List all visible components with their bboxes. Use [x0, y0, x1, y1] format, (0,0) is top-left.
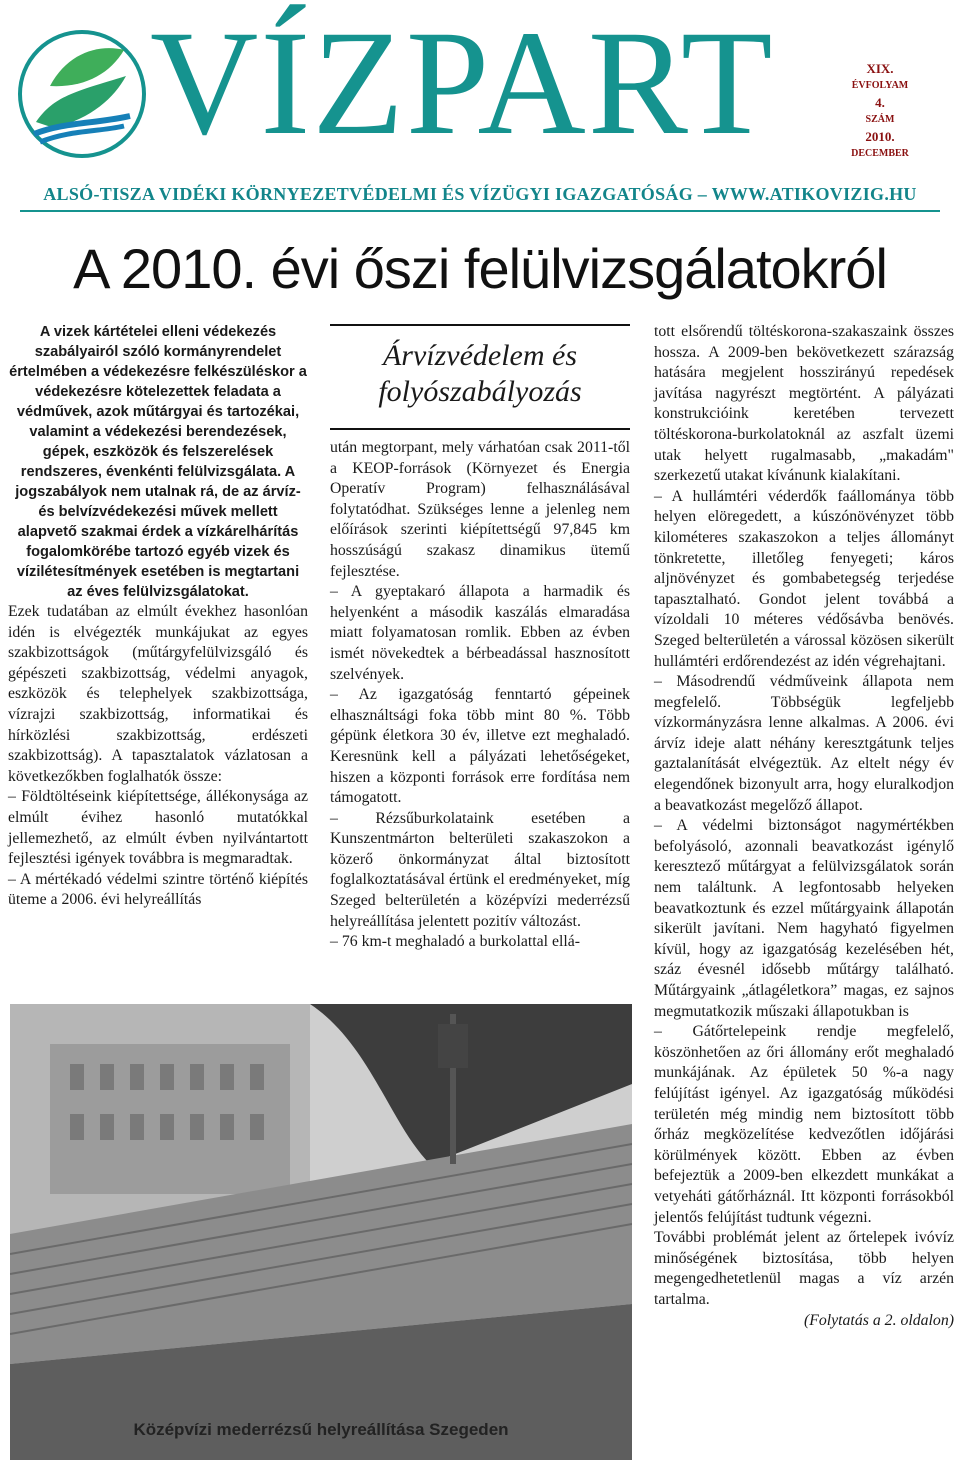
atikovizig-logo: [14, 26, 150, 162]
col3-paragraph: tott elsőrendű töltéskorona-szakaszaink összes hossza. A 2009-ben bekövetkezett szárazság hatására megjelent hosszirányú repedések javítása nagyrészt megtörtént. A pályázati konstrukcióink keretében tervezett töltéskorona-burkolatoknál az aszfalt üzemi utak helyett rugalmasabb, „makadám" szerkezetű utakat kívánunk kialakítani.: [654, 323, 954, 485]
volume: XIX.: [866, 61, 894, 76]
brand-title: VÍZPART: [150, 0, 775, 166]
issue-number: 4.: [875, 95, 885, 110]
col2-paragraph: – Rézsűburkolataink esetében a Kunszentmárton belterületi szakaszokon a közerő önkormányzat által biztosított foglalkoztatásával értünk el eredményeket, míg Szeged belterületén a középvízi mederrézsű helyreállítása jelentett pozitív változást.: [330, 809, 630, 930]
column-3: [654, 322, 954, 1331]
col2-paragraph: – Az igazgatóság fenntartó gépeinek elhasználtsági foka több mint 80 %. Több gépünk életkora 30 év, illetve ezt meghaladó. Keresnünk kell a pályázati lehetőségeket, hiszen a központi források erre fordítása nem támogatott.: [330, 686, 630, 807]
section-heading-box: [330, 324, 630, 430]
col3-paragraph: – A hullámtéri véderdők faállománya több helyen elöregedett, a kúszónövényzet több kilométeres szakaszokon a teljes állományt tönkretette, illetőleg fenyegeti; káros aljnövényzet és gombabetegség terjedése tapasztalható. Gondot jelent továbbá a vízoldali 10 méteres védősávba benövés. Szeged belterületén a várossal közösen sikerült hullámtéri erdőrendezést az idén végrehajtani.: [654, 487, 954, 670]
continued-note: (Folytatás a 2. oldalon): [803, 1311, 954, 1329]
issue-info: [832, 60, 928, 162]
col1-body: Ezek tudatában az elmúlt évekhez hasonlóan idén is elvégezték munkájukat az egyes szakbizottságok (műtárgyfelülvizsgáló és gépészeti szakbizottság, védelmi anyagok, eszközök és telephelyek szakbizottsága, vízrajzi szakbizottság, informatikai és hírközlési szakbizottság, erdészeti szakbizottság). A tapasztalatok vázlatosan a következőkben foglalhatók össze:: [8, 603, 308, 785]
photo-caption: Középvízi mederrézsű helyreállítása Szegeden: [133, 1420, 509, 1439]
banner: ALSÓ-TISZA VIDÉKI KÖRNYEZETVÉDELMI ÉS VÍZÜGYI IGAZGATÓSÁG – WWW.ATIKOVIZIG.HU: [43, 184, 917, 204]
col3-paragraph: További problémát jelent az őrtelepek ivóvíz minőségének biztosítása, több helyen megengedhetetlenül magas a víz arzén tartalma.: [654, 1229, 954, 1308]
col2-paragraph: – A gyeptakaró állapota a harmadik és helyenként a második kaszálás elmaradása miatt folyamatosan romlik. Ebben az évben ismét növekedtek a bérbeadással hasznosított szelvények.: [330, 583, 630, 683]
issue-year: 2010.: [865, 129, 895, 144]
article-photo: [10, 1004, 632, 1460]
volume-label: ÉVFOLYAM: [851, 80, 909, 91]
col2-paragraph: után megtorpant, mely várhatóan csak 2011-től a KEOP-források (Környezet és Energia Operatív Program) felhasználásával folytatódhat. Szükséges lenne a jelenleg nem előírások szerinti kiépítettségű 97,845 km hosszúságú szakasz dinamikus ütemű fejlesztése.: [330, 439, 630, 580]
column-2: [330, 438, 630, 953]
col3-paragraph: – Másodrendű védműveink állapota nem megfelelő. Többségük legfeljebb vízkormányzásra lenne alkalmas. A 2006. évi árvíz ideje alatt néhány keresztgátunk teljes gaztalanítását elvégeztük. Az eltelt négy év elegendőnek bizonyult arra, hogy eluralkodjon a beavatkozást megelőző állapot.: [654, 673, 954, 814]
section-heading: Árvízvédelem és folyószabályozás: [378, 339, 582, 408]
col2-paragraph: – 76 km-t meghaladó a burkolattal ellá-: [330, 933, 581, 951]
col1-item: – Földtöltéseink kiépítettsége, állékonysága az elmúlt évihez hasonló mutatókkal jellemezhető, az elmúlt évben nyilvántartott fejlesztési igények továbbra is megmaradtak.: [8, 788, 308, 868]
col1-item: – A mértékadó védelmi szintre történő kiépítés üteme a 2006. évi helyreállítás: [8, 870, 308, 909]
article-lead: A vizek kártételei elleni védekezés szabályairól szóló kormányrendelet értelmében a védekezésre felkészüléskor a védekezésre kötelezettek feladata a védművek, azok műtárgyai és tartozékai, valamint a védekezési berendezések, gépek, eszközök és felszerelések rendszeres, évenkénti felülvizsgálata. A jogszabályok nem utalnak rá, de az árvíz- és belvízvédekezési művek mellett alapvető szakmai érdek a vízkárelhárítás fogalomkörébe tartozó egyéb vizek és vízilétesítmények esetében is megtartani az éves felülvizsgálatokat.: [9, 324, 307, 600]
col3-paragraph: – A védelmi biztonságot nagymértékben befolyásoló, azonnali beavatkozást igénylő keresztező műtárgyat a felülvizsgálatok során nem találtunk. A legfontosabb helyeken beavatkoztunk és ezzel műtárgyaink állapotán sikerült javítani. Nem hagyható figyelmen kívül, hogy az igazgatóság kezelésében hét, száz évesnél idősebb műtárgy található. Műtárgyaink „átlagéletkora” magas, ez sajnos megmutatkozik műszaki állapotukban is: [654, 817, 954, 1020]
issue-month: DECEMBER: [851, 148, 909, 159]
col3-paragraph: – Gátőrtelepeink rendje megfelelő, köszönhetően az őri állomány erőt meghaladó munkájának. Az épületek 50 %-a nagy felújítást igényel. Az igazgatóság működési területén még mindig nem biztosított több őrház megközelítése kedvezőtlen időjárási körülmények között. Ebben az évben befejeztük a 2009-ben elkezdett munkákat a vetyeháti gátőrháznál. Itt központi forrásokból jelentős felújítást tudtunk végezni.: [654, 1023, 954, 1226]
photo-illustration: [10, 1004, 632, 1460]
column-1: [8, 322, 308, 911]
article-headline: A 2010. évi őszi felülvizsgálatokról: [73, 237, 887, 300]
banner-rule: [20, 210, 940, 212]
masthead: [0, 0, 960, 170]
issue-number-label: SZÁM: [865, 114, 895, 125]
